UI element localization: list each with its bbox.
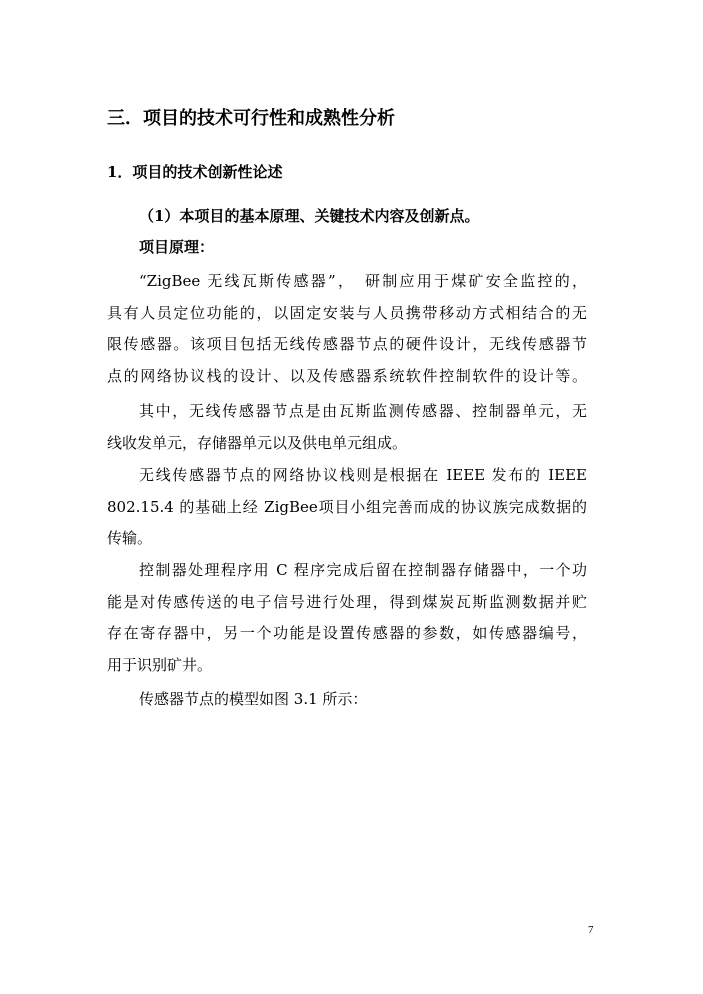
topic-label: 项目原理：	[139, 238, 215, 256]
paragraph-line: 传感器节点的模型如图 3.1 所示：	[139, 690, 368, 708]
page-number: 7	[588, 924, 594, 936]
paragraph-line: 其中，无线传感器节点是由瓦斯监测传感器、控制器单元，无	[139, 402, 587, 420]
paragraph-line: 能是对传感传送的电子信号进行处理，得到煤炭瓦斯监测数据并贮	[107, 592, 587, 611]
paragraph-line: 存在寄存器中，另一个功能是设置传感器的参数，如传感器编号，	[107, 624, 587, 642]
paragraph-line: 线收发单元，存储器单元以及供电单元组成。	[107, 433, 408, 452]
paragraph-line: 点的网络协议栈的设计、以及传感器系统软件控制软件的设计等。	[107, 366, 587, 385]
paragraph-controller	[107, 555, 587, 681]
paragraph-line: 用于识别矿井。	[107, 655, 213, 674]
paragraph-line: 限传感器。该项目包括无线传感器节点的硬件设计，无线传感器节	[107, 335, 587, 353]
paragraph-protocol-stack	[107, 460, 587, 555]
paragraph-line: 无线传感器节点的网络协议栈则是根据在 IEEE 发布的 IEEE	[139, 466, 587, 484]
section-title: 三．项目的技术可行性和成熟性分析	[107, 108, 395, 129]
paragraph-line: 具有人员定位功能的，以固定安装与人员携带移动方式相结合的无	[107, 303, 587, 322]
paragraph-line: 802.15.4 的基础上经 ZigBee项目小组完善而成的协议族完成数据的	[107, 497, 587, 516]
paragraph-principle	[107, 266, 587, 392]
paragraph-figure-ref	[107, 684, 587, 716]
paragraph-node-composition	[107, 396, 587, 459]
subsection-title: 1．项目的技术创新性论述	[107, 163, 283, 181]
subsubsection-title: （1）本项目的基本原理、关键技术内容及创新点。	[139, 207, 480, 225]
paragraph-line: 控制器处理程序用 C 程序完成后留在控制器存储器中，一个功	[139, 561, 587, 579]
paragraph-line: “ZigBee 无线瓦斯传感器”， 研制应用于煤矿安全监控的，	[139, 272, 587, 290]
paragraph-line: 传输。	[107, 529, 153, 547]
